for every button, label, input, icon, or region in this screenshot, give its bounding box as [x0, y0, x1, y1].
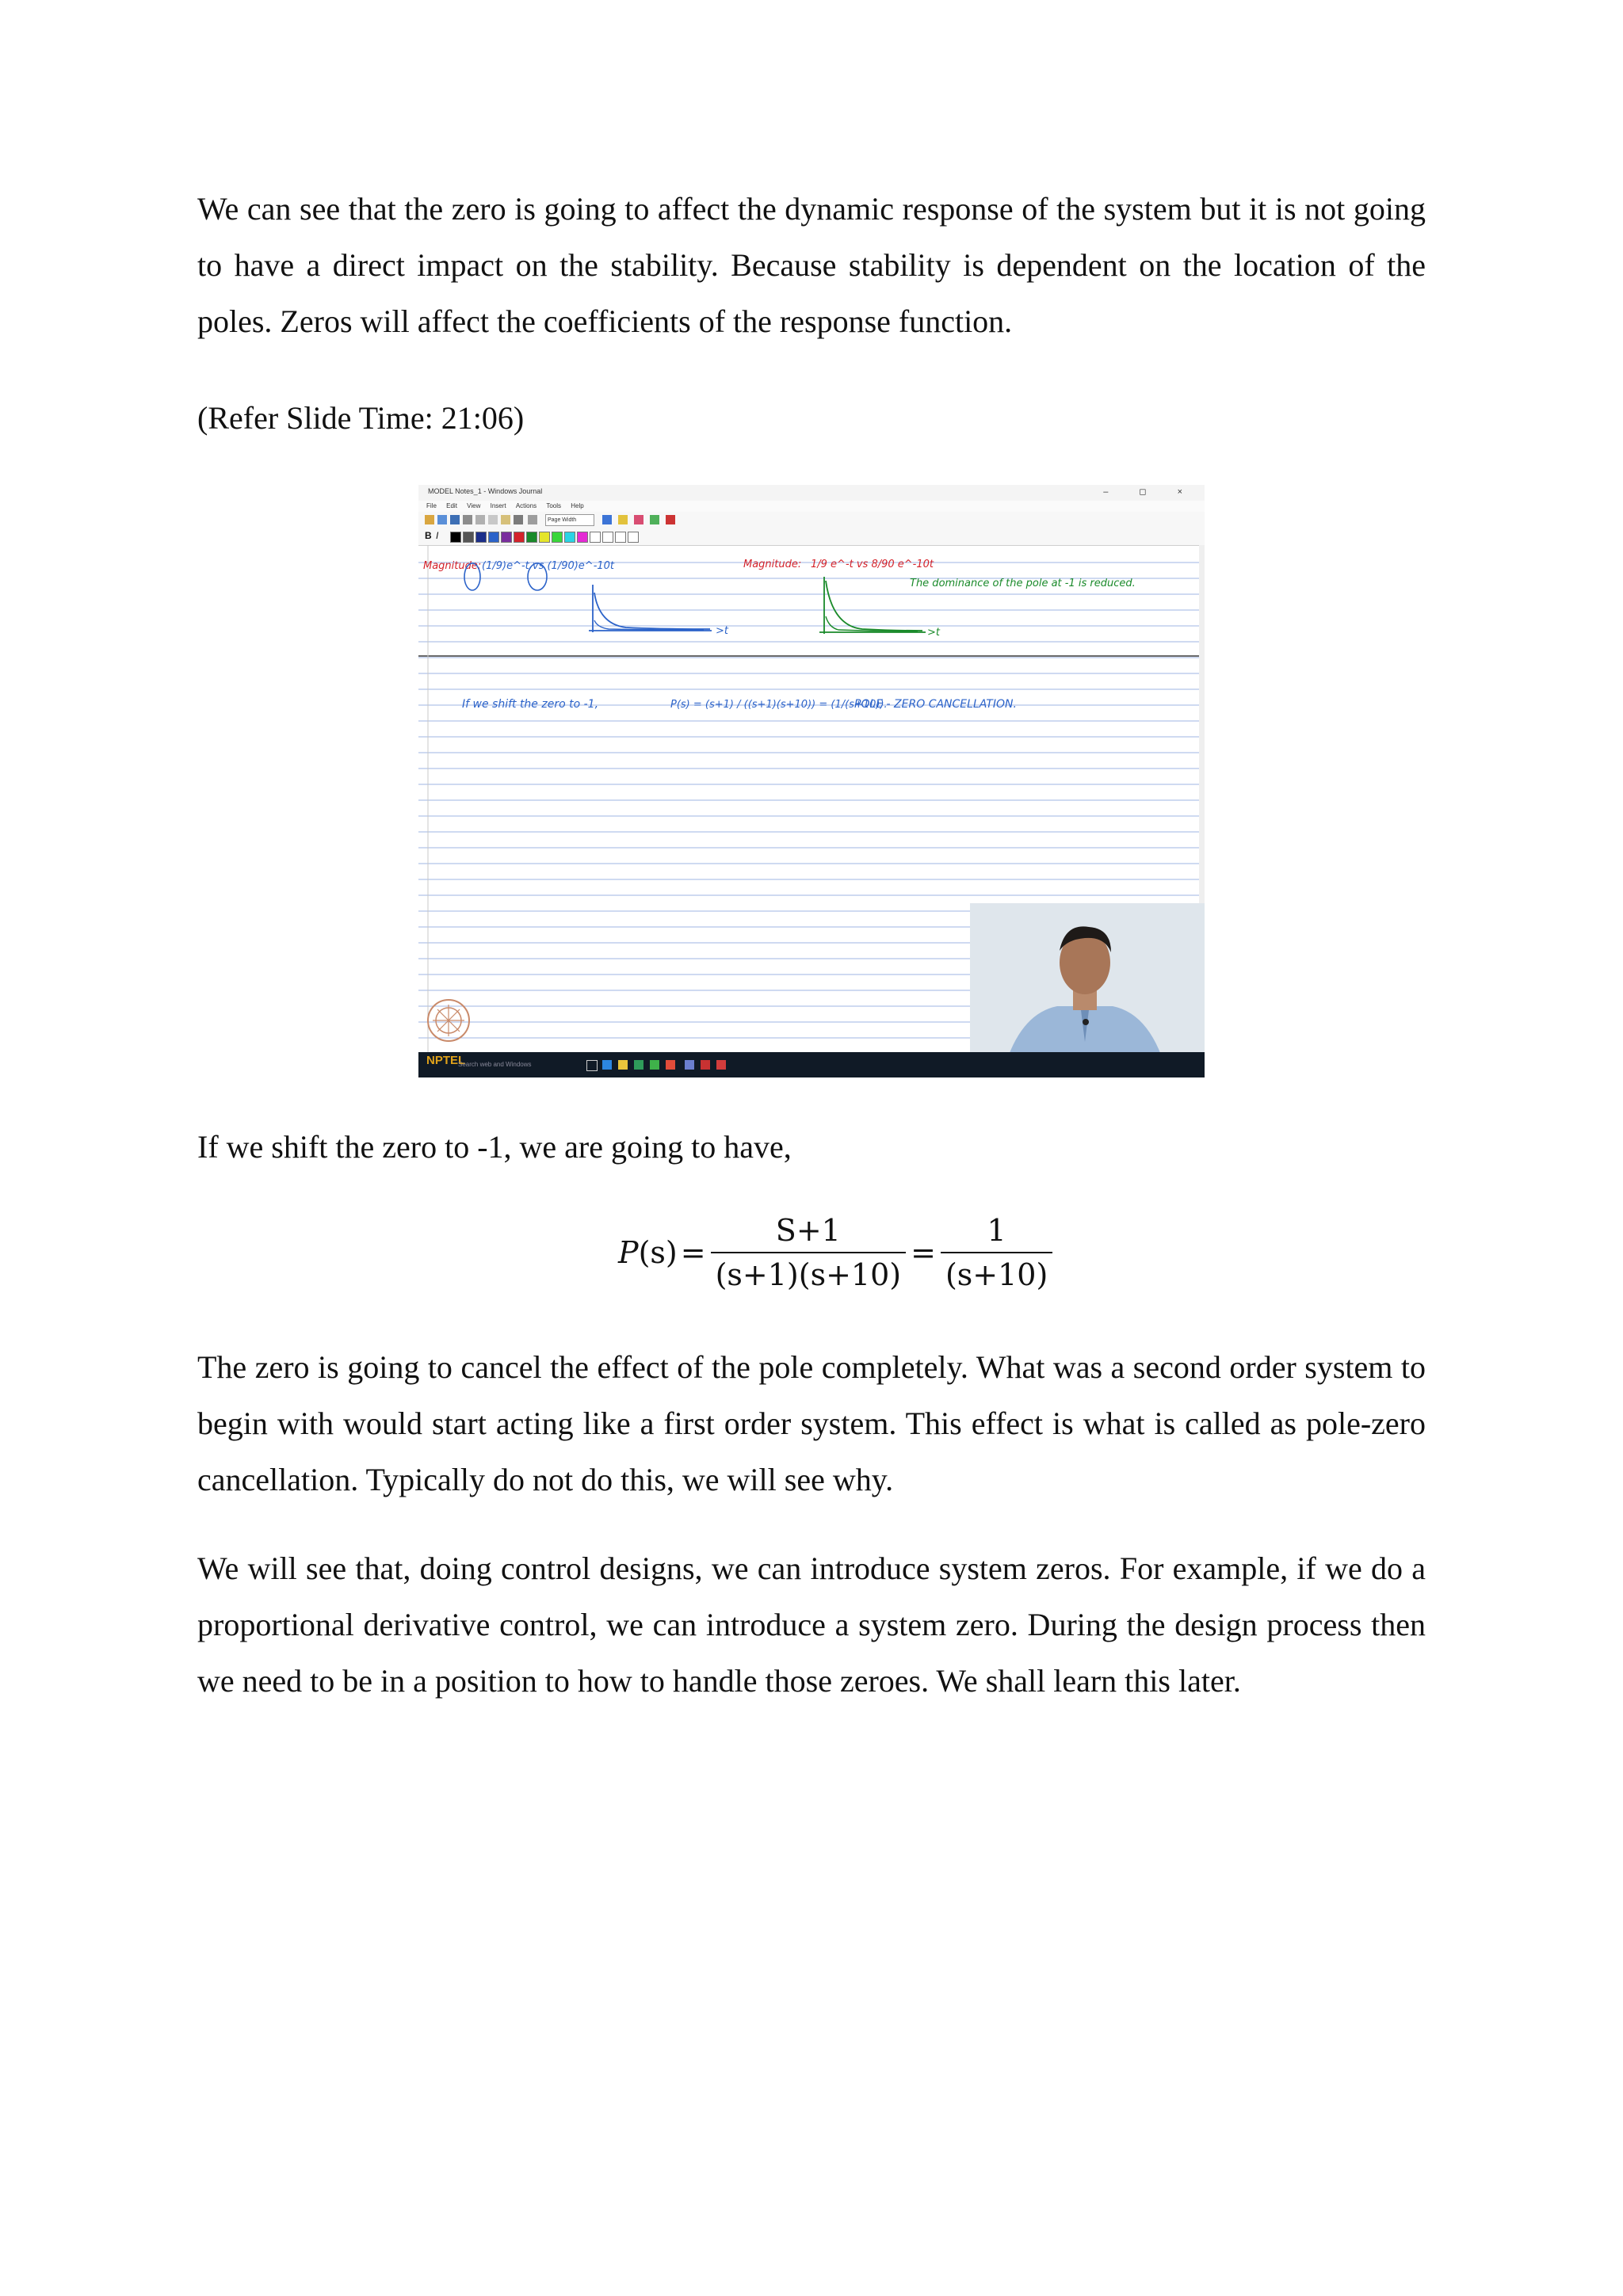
taskbar-search[interactable]: Search web and Windows — [458, 1061, 532, 1068]
svg-text:>t: >t — [716, 625, 728, 637]
eq-fraction-1 — [711, 1212, 907, 1293]
color-red-swatch[interactable] — [514, 532, 525, 543]
toolbar-main — [418, 512, 1205, 528]
color-blue-swatch[interactable] — [488, 532, 499, 543]
hw-left-expr: (1/9)e^-t vs (1/90)e^-10t — [482, 560, 615, 572]
window-controls[interactable]: – ◻ × — [1103, 487, 1197, 497]
plot-left — [589, 585, 729, 637]
window-title: MODEL Notes_1 - Windows Journal — [428, 487, 543, 495]
eq-fraction-2 — [941, 1212, 1052, 1293]
color-white-swatch-4[interactable] — [628, 532, 639, 543]
color-purple-swatch[interactable] — [501, 532, 512, 543]
paste-icon[interactable] — [501, 515, 510, 524]
hw-dominance-note: The dominance of the pole at -1 is reduced. — [910, 578, 1136, 589]
hw-magnitude-right: Magnitude: — [743, 559, 802, 570]
app-red2-icon[interactable] — [701, 1060, 710, 1070]
paragraph-cancellation: The zero is going to cancel the effect of the pole completely. What was a second order system to begin with would start acting like a first order system. This effect is what is called as pole-zero cancellation. Typically do not do this, we will see why. — [197, 1349, 1426, 1497]
handwriting-right — [743, 559, 1136, 589]
equation-pole-zero — [618, 1212, 1054, 1293]
eq-equals-2: = — [911, 1235, 936, 1270]
save-icon[interactable] — [450, 515, 460, 524]
color-white-swatch-1[interactable] — [590, 532, 601, 543]
eraser-icon[interactable] — [634, 515, 643, 524]
app-green-icon[interactable] — [650, 1060, 659, 1070]
hw-p-expr: P(s) = (s+1) / ((s+1)(s+10)) = (1/(s+10)). — [670, 699, 888, 711]
zoom-select[interactable]: Page Width — [545, 514, 594, 526]
eq-frac2-denominator: (s+10) — [941, 1252, 1052, 1293]
windows-taskbar — [418, 1052, 1205, 1077]
color-black-swatch[interactable] — [450, 532, 461, 543]
paragraph-control-design: We will see that, doing control designs, we can introduce system zeros. For example, if we do a proportional derivative control, we can introduce a system zero. During the design process then we need to be in a position to how to handle those zeroes. We shall learn this later. — [197, 1550, 1426, 1699]
color-white-swatch-3[interactable] — [615, 532, 626, 543]
svg-text:>t: >t — [927, 627, 940, 639]
new-note-icon[interactable] — [425, 515, 434, 524]
paragraph-shift-zero: If we shift the zero to -1, we are going to have, — [197, 1129, 792, 1165]
journal-icon[interactable] — [685, 1060, 694, 1070]
eq-lhs-arg: (s) — [638, 1235, 678, 1270]
menu-edit[interactable]: Edit — [446, 502, 457, 509]
hw-shift-note: If we shift the zero to -1, — [462, 698, 599, 711]
eq-equals-1: = — [680, 1235, 706, 1270]
menu-insert[interactable]: Insert — [490, 502, 506, 509]
eq-lhs-var: P — [618, 1235, 639, 1270]
menu-tools[interactable]: Tools — [546, 502, 561, 509]
nptel-logo: NPTEL — [426, 1054, 466, 1067]
print-icon[interactable] — [463, 515, 472, 524]
nptel-seal-icon — [428, 1000, 469, 1041]
toolbar-format — [418, 528, 1205, 546]
menu-help[interactable]: Help — [571, 502, 584, 509]
color-white-swatch-2[interactable] — [602, 532, 613, 543]
open-icon[interactable] — [437, 515, 447, 524]
highlighter-icon[interactable] — [618, 515, 628, 524]
slide-screenshot — [418, 485, 1205, 1077]
color-green-swatch[interactable] — [526, 532, 537, 543]
flag-icon[interactable] — [666, 515, 675, 524]
hw-cancellation: POLE - ZERO CANCELLATION. — [854, 698, 1017, 711]
edge-icon[interactable] — [602, 1060, 612, 1070]
hw-right-expr: 1/9 e^-t vs 8/90 e^-10t — [811, 559, 934, 570]
lecturer-figure — [970, 903, 1205, 1077]
eq-frac1-numerator: S+1 — [775, 1213, 841, 1248]
color-cyan-swatch[interactable] — [564, 532, 575, 543]
color-yellow-swatch[interactable] — [539, 532, 550, 543]
handwriting-middle — [462, 698, 1017, 711]
app-red-icon[interactable] — [666, 1060, 675, 1070]
bold-icon[interactable]: B — [425, 530, 432, 541]
menu-actions[interactable]: Actions — [515, 502, 537, 509]
lecturer-video-inset — [970, 903, 1205, 1077]
paragraph-zero-effect: We can see that the zero is going to affect the dynamic response of the system but it is not going to have a direct impact on the stability. Because stability is dependent on the location of the poles. Zeros will affect the coefficients of the response function. — [197, 191, 1426, 339]
menu-file[interactable]: File — [426, 502, 437, 509]
color-magenta-swatch[interactable] — [577, 532, 588, 543]
pen-icon[interactable] — [602, 515, 612, 524]
menu-view[interactable]: View — [467, 502, 481, 509]
color-navy-swatch[interactable] — [475, 532, 487, 543]
task-view-icon[interactable] — [586, 1060, 598, 1071]
undo-icon[interactable] — [514, 515, 523, 524]
color-lime-swatch[interactable] — [552, 532, 563, 543]
refer-slide-time: (Refer Slide Time: 21:06) — [197, 400, 525, 436]
eq-frac2-numerator: 1 — [987, 1213, 1006, 1248]
copy-icon[interactable] — [488, 515, 498, 524]
italic-icon[interactable]: I — [436, 530, 439, 541]
pdf-icon[interactable] — [716, 1060, 726, 1070]
color-gray-swatch[interactable] — [463, 532, 474, 543]
cut-icon[interactable] — [475, 515, 485, 524]
eq-frac1-denominator: (s+1)(s+10) — [711, 1252, 907, 1293]
window-titlebar — [418, 485, 1205, 501]
hw-magnitude-left: Magnitude: — [423, 560, 482, 572]
pan-icon[interactable] — [528, 515, 537, 524]
file-explorer-icon[interactable] — [618, 1060, 628, 1070]
selection-icon[interactable] — [650, 515, 659, 524]
handwriting-left — [423, 560, 615, 590]
menu-bar — [418, 501, 1205, 512]
store-icon[interactable] — [634, 1060, 643, 1070]
